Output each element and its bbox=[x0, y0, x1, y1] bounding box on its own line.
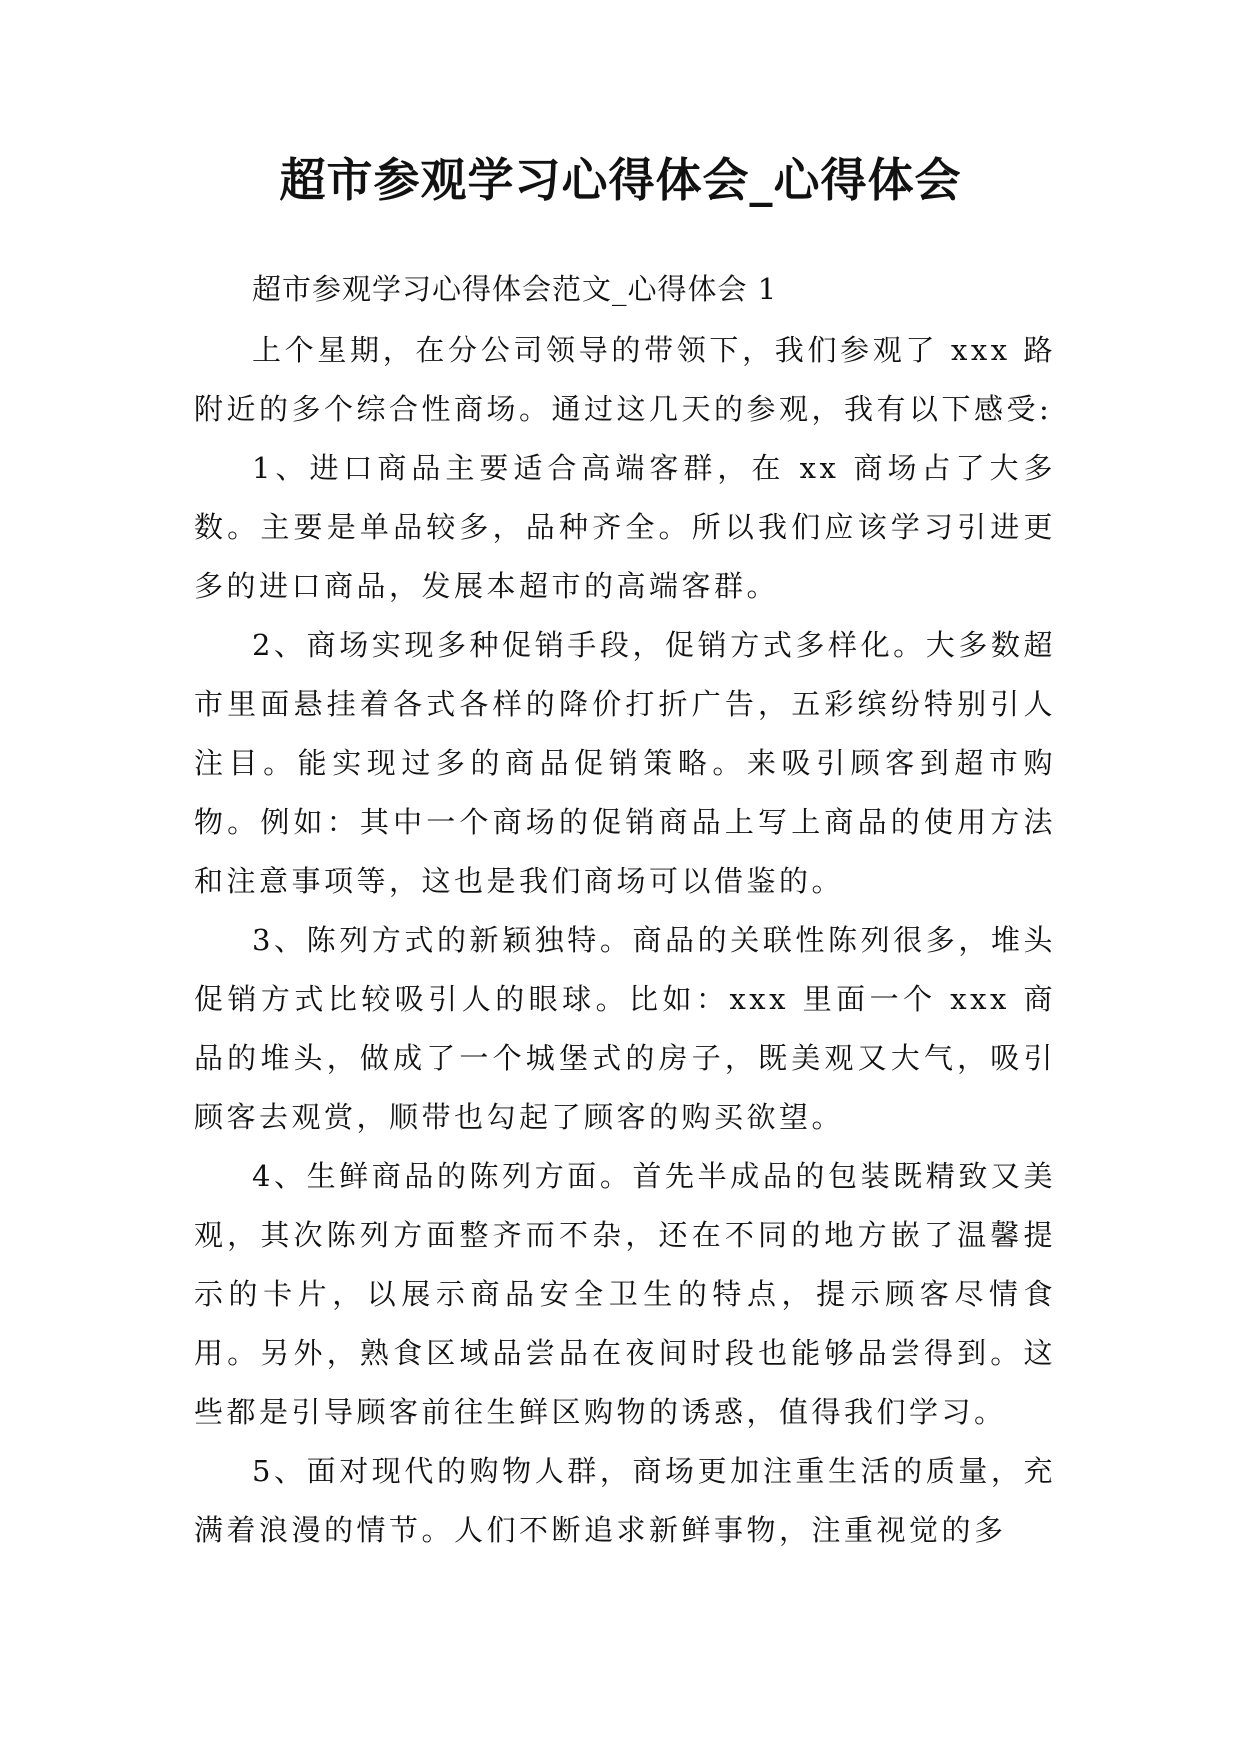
paragraph-2: 2、商场实现多种促销手段，促销方式多样化。大多数超市里面悬挂着各式各样的降价打折广告，五彩缤纷特别引人注目。能实现过多的商品促销策略。来吸引顾客到超市购物。例如：其中一个商场的促销商品上写上商品的使用方法和注意事项等，这也是我们商场可以借鉴的。 bbox=[194, 628, 1056, 898]
paragraph-4: 4、生鲜商品的陈列方面。首先半成品的包装既精致又美观，其次陈列方面整齐而不杂，还在不同的地方嵌了温馨提示的卡片，以展示商品安全卫生的特点，提示顾客尽情食用。另外，熟食区域品尝品在夜间时段也能够品尝得到。这些都是引导顾客前往生鲜区购物的诱惑，值得我们学习。 bbox=[194, 1159, 1056, 1429]
paragraph-1: 1、进口商品主要适合高端客群，在 xx 商场占了大多数。主要是单品较多，品种齐全。所以我们应该学习引进更多的进口商品，发展本超市的高端客群。 bbox=[194, 451, 1056, 603]
paragraph-intro: 上个星期，在分公司领导的带领下，我们参观了 xxx 路附近的多个综合性商场。通过这几天的参观，我有以下感受: bbox=[194, 333, 1056, 426]
paragraph-3: 3、陈列方式的新颖独特。商品的关联性陈列很多，堆头促销方式比较吸引人的眼球。比如：xxx 里面一个 xxx 商品的堆头，做成了一个城堡式的房子，既美观又大气，吸引顾客去观赏，顺带也勾起了顾客的购买欲望。 bbox=[194, 923, 1056, 1134]
page-title: 超市参观学习心得体会_心得体会 bbox=[279, 153, 962, 207]
paragraph-5: 5、面对现代的购物人群，商场更加注重生活的质量，充满着浪漫的情节。人们不断追求新鲜事物，注重视觉的多 bbox=[194, 1454, 1056, 1547]
section-heading: 超市参观学习心得体会范文_心得体会 1 bbox=[252, 272, 778, 306]
document-body bbox=[194, 260, 1056, 1560]
